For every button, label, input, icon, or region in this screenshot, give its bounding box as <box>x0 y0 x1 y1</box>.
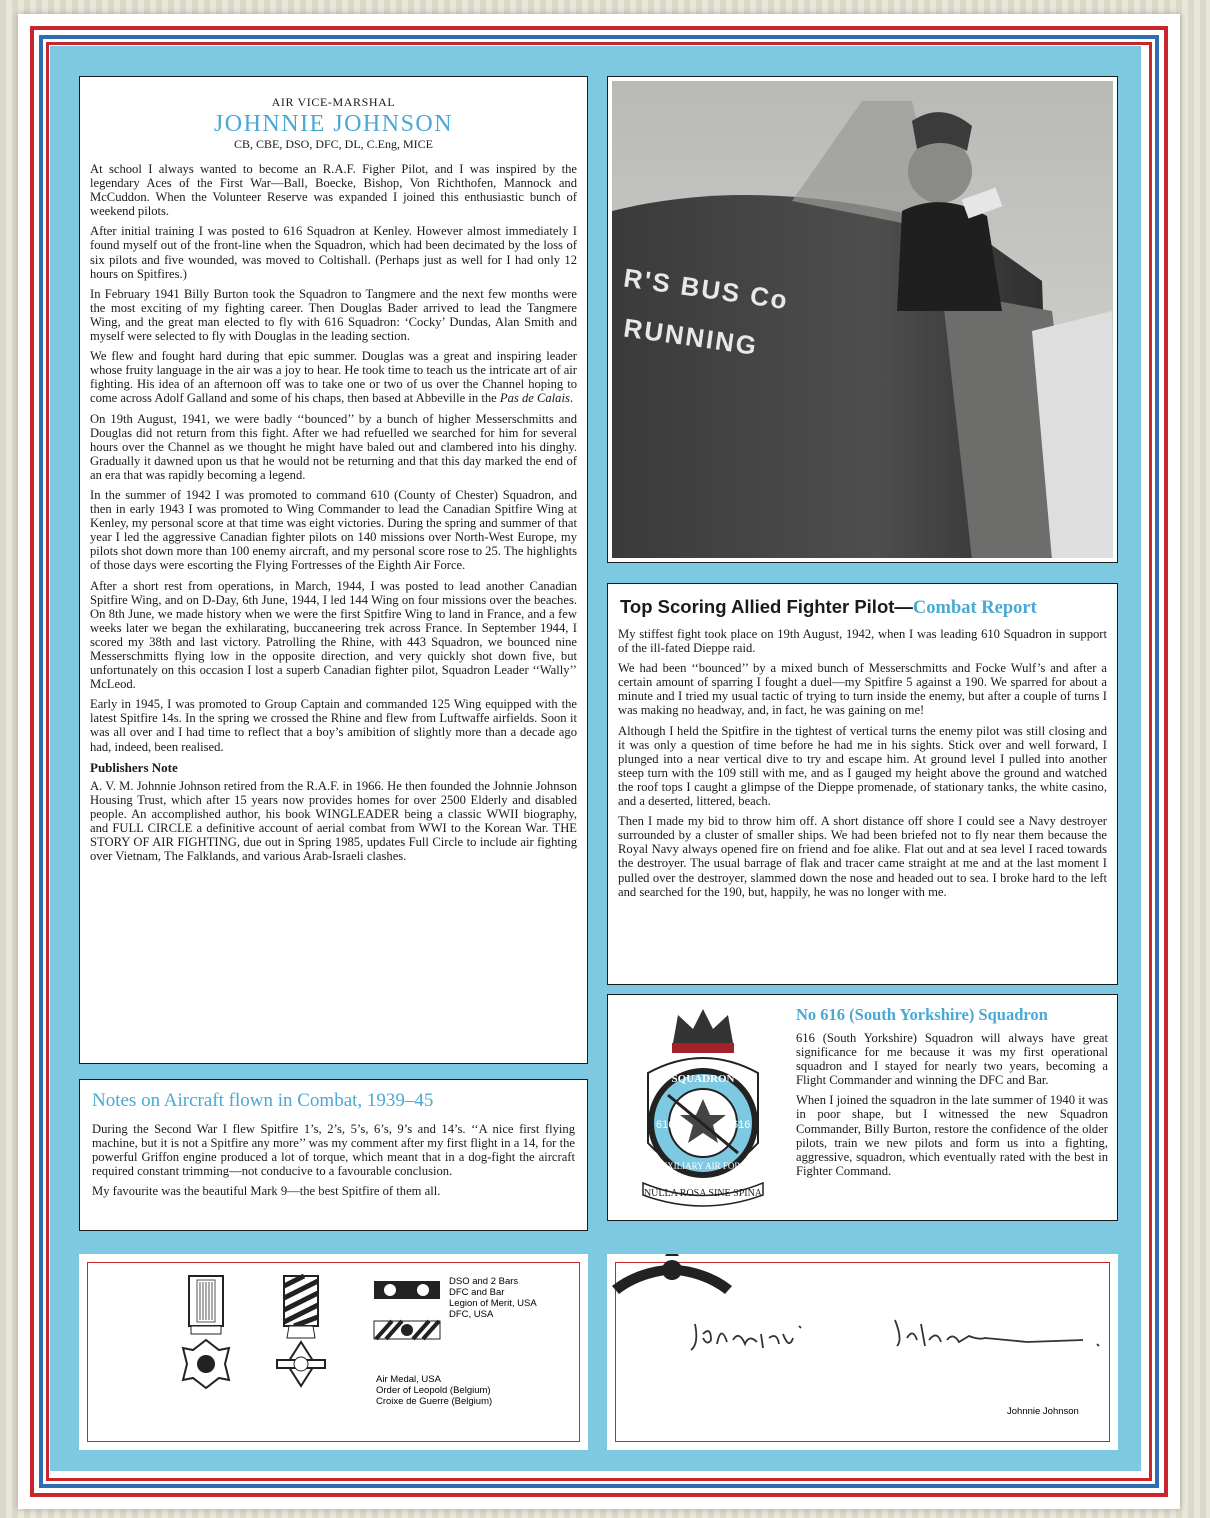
dfc-medal-icon <box>277 1276 325 1386</box>
award-dfc-usa: DFC, USA <box>449 1309 494 1320</box>
squadron-paragraph-2: When I joined the squadron in the late summer of 1940 it was in poor shape, but I witnessed the new Squadron Commander, Billy Burton, restore the confidence of the older pilots, train we new pilots and form us into a fighting, aggressive, squadron, which eventually rated with the best in Fighter Command. <box>796 1093 1108 1178</box>
fuselage-text-1: R'S BUS Co <box>621 262 791 316</box>
aircraft-notes-panel <box>79 1079 588 1231</box>
squadron-badge-icon <box>618 1003 788 1215</box>
dso-medal-icon <box>183 1276 229 1388</box>
crest-number-left: 616 <box>656 1119 675 1131</box>
squadron-paragraph-1: 616 (South Yorkshire) Squadron will always have great significance for me because it was my first operational squadron and I stayed for nearly two years, becoming a Flight Commander and winning the DFC and Bar. <box>796 1031 1108 1088</box>
combat-report-title <box>620 596 1107 619</box>
crest-squadron-text: SQUADRON <box>671 1073 735 1085</box>
ribbon-bars-icon <box>374 1281 440 1339</box>
combat-title-main: Top Scoring Allied Fighter Pilot— <box>620 596 913 617</box>
subject-name: JOHNNIE JOHNSON <box>213 111 454 137</box>
aircraft-notes-paragraph-1: During the Second War I flew Spitfire 1’s, 2’s, 5’s, 6’s, 9’s and 14’s. ‘‘A nice first flying machine, but it is not a Spitfire any more’’ was my comment after my first flight in a 14, for the powerful Griffon engine produced a lot of torque, which meant that in a dog-fight the aircraft required constant trimming—not conducive to a favourable conclusion. <box>92 1122 575 1179</box>
squadron-title: No 616 (South Yorkshire) Squadron <box>796 1005 1048 1024</box>
bio-paragraph-4: We flew and fought hard during that epic summer. Douglas was a great and inspiring leader whose fruity language in the air was a joy to hear. He took time to teach us the intricate art of air fighting. His idea of an afternoon off was to take one or two of us over the Channel hoping to come across Adolf Galland and some of his chaps, then based at Abbeville in the Pas de Calais. <box>90 349 577 406</box>
crest-number-right: 616 <box>732 1119 751 1131</box>
combat-report-panel <box>607 583 1118 985</box>
bio-paragraph-3: In February 1941 Billy Burton took the Squadron to Tangmere and the next few months were the most exciting of my fighting career. Then Douglas Bader arrived to lead the Tangmere Wing, and the great man elected to fly with 616 Squadron: ‘Cocky’ Dundas, Alan Smith and myself were selected to fly with Douglas in the leading section. <box>90 286 577 344</box>
bio-paragraph-7: After a short rest from operations, in March, 1944, I was posted to lead another Canadian Spitfire Wing, and on D-Day, 6th June, 1944, I led 144 Wing on four missions over the beaches. On 8th June, we made history when we were the first Spitfire Wing to land in France, and a few weeks later we began the exhilarating, buccaneering trek across France. In September 1944, I scored my 38th and last victory. Patrolling the Rhine, with 443 Squadron, we bounced nine Messerschmitts flying low in the opposite direction, and very quickly shot down five, but unfortunately on this occasion I lost a superb Canadian fighter pilot, Squadron Leader ‘‘Wally’’ McLeod. <box>90 578 577 692</box>
bio-paragraph-6: In the summer of 1942 I was promoted to command 610 (County of Chester) Squadron, and then in early 1943 I was promoted to Wing Commander to lead the Canadian Spitfire Wing at Kenley, my personal score at that time was eight victories. During the spring and summer of that year I led the aggressive Canadian fighter pilots on 140 missions over North-West Europe, my pilots shot down more than 100 enemy aircraft, and my personal score rose to 25. The highlights of those days were escorting the Flying Fortresses of the Eighth Air Force. <box>90 487 577 573</box>
bio-paragraph-8: Early in 1945, I was promoted to Group Captain and commanded 125 Wing equipped with the latest Spitfire 14s. In the spring we crossed the Rhine and flew from Luftwaffe airfields. Soon it was all over and I had time to reflect that a boy’s amibition of slightly more than a decade ago had, indeed, been realised. <box>90 697 577 754</box>
bio-paragraph-4-text: We flew and fought hard during that epic summer. Douglas was a great and inspiring leader whose fruity language in the air was a joy to hear. He took time to teach us the intricate art of air fighting. His idea of an afternoon off was to take one or two of us over the Channel hoping to come across Adolf Galland and some of his chaps, then based at Abbeville in the <box>90 349 577 406</box>
combat-paragraph-3: Although I held the Spitfire in the tightest of vertical turns the enemy pilot was still closing and it was only a question of time before he had me in his sights. Stick over and well forward, I plunged into a near vertical dive to try and escape him. At ground level I pulled into another steep turn with the 109 still with me, and as I gauged my height above the ground and watched the roof tops I caught a glimpse of the Dieppe promenade, of stationary tanks, the white casino, and a deserted, littered, beach. <box>618 723 1107 809</box>
pilot-wings-icon <box>612 1254 732 1294</box>
combat-paragraph-4: Then I made my bid to throw him off. A short distance off shore I could see a Navy destroyer surrounded by a cluster of smaller ships. We had been briefed not to fly near them because the Royal Navy always opened fire on friend and foe alike. Flat out and at sea level I raced towards the destroyer. The usual barrage of flak and tracer came straight at me and at the last moment I pulled over the destroyer, slammed down the nose and headed out to sea. I broke hard to the left and searched for the 190, but, happily, he was no longer with me. <box>618 814 1107 899</box>
award-dfc: DFC and Bar <box>449 1287 505 1298</box>
squadron-panel <box>607 994 1118 1221</box>
crest-auxiliary-text: AUXILIARY AIR FORCE <box>654 1161 752 1171</box>
combat-paragraph-1: My stiffest fight took place on 19th August, 1942, when I was leading 610 Squadron in support of the ill-fated Dieppe raid. <box>618 627 1107 656</box>
signature-illustration <box>607 1254 1118 1450</box>
spitfire-cockpit-illustration <box>612 81 1113 558</box>
bio-paragraph-2: After initial training I was posted to 616 Squadron at Kenley. However almost immediately I found myself out of the front-line when the Squadron, which had been decimated by the loss of six pilots and five wounded, was moved to Coltishall. (Perhaps just as well for I had only 12 hours on Spitfires.) <box>90 224 577 281</box>
biography-panel <box>79 76 588 1064</box>
bio-paragraph-1: At school I always wanted to become an R.A.F. Figher Pilot, and I was inspired by the legendary Aces of the First War—Ball, Boecke, Bishop, Von Richthofen, Mannock and McCuddon. When the Volunteer Reserve was expanded I joined this enthusiastic bunch of weekend pilots. <box>90 162 577 219</box>
combat-title-accent: Combat Report <box>912 598 1037 618</box>
pas-de-calais-text: Pas de Calais <box>499 391 570 406</box>
publishers-note-text: A. V. M. Johnnie Johnson retired from the R.A.F. in 1966. He then founded the Johnnie Johnson Housing Trust, which after 15 years now provides homes for over 2500 Elderly and disabled people. An accomplished author, his book WINGLEADER being a classic WWII biography, and FULL CIRCLE a definitive account of aerial combat from WWI to the Korean War. THE STORY OF AIR FIGHTING, due out in Spring 1985, updates Full Circle to include air fighting over Vietnam, The Falklands, and various Arab-Israeli clashes. <box>90 778 577 864</box>
award-croix: Croixe de Guerre (Belgium) <box>376 1396 493 1407</box>
signature-first-name <box>691 1324 801 1350</box>
medals-panel <box>79 1254 588 1450</box>
combat-paragraph-2: We had been ‘‘bounced’’ by a mixed bunch of Messerschmitts and Focke Wulf’s and after a certain amount of sparring I fought a duel—my Spitfire 5 against a 190. We sparred for about a minute and I tried my usual tactic of trying to turn inside the enemy, but after a couple of turns I was making no headway, and, in fact, he was gaining on me! <box>618 661 1107 718</box>
crest-motto: NULLA ROSA SINE SPINA <box>643 1188 763 1199</box>
award-leopold: Order of Leopold (Belgium) <box>376 1385 491 1396</box>
document-sheet <box>18 14 1180 1509</box>
honours-line: CB, CBE, DSO, DFC, DL, C.Eng, MICE <box>233 137 434 151</box>
bio-paragraph-5: On 19th August, 1941, we were badly ‘‘bounced’’ by a bunch of higher Messerschmitts and Douglas did not return from this fight. After we had refuelled we searched for him for several hours over the Channel as we thought he might have baled out and clambered into his dinghy. Gradually it dawned upon us that he would not be returning and that this day marked the end of an era that was rapidly becoming a legend. <box>90 411 577 482</box>
medals-illustration <box>79 1254 588 1450</box>
pilot-photograph <box>607 76 1118 563</box>
award-legion: Legion of Merit, USA <box>449 1298 537 1309</box>
rank-title: AIR VICE-MARSHAL <box>271 95 396 109</box>
award-air-medal: Air Medal, USA <box>376 1374 441 1385</box>
award-dso: DSO and 2 Bars <box>449 1276 519 1287</box>
aircraft-notes-paragraph-2: My favourite was the beautiful Mark 9—the best Spitfire of them all. <box>92 1184 441 1199</box>
signature-caption: Johnnie Johnson <box>1007 1406 1079 1417</box>
aircraft-notes-title: Notes on Aircraft flown in Combat, 1939–45 <box>92 1090 434 1111</box>
publishers-note-heading: Publishers Note <box>90 759 178 775</box>
fuselage-text-2: RUNNING <box>621 312 761 362</box>
signature-panel <box>607 1254 1118 1450</box>
squadron-crest <box>618 1003 788 1215</box>
signature-last-name <box>895 1320 1099 1346</box>
